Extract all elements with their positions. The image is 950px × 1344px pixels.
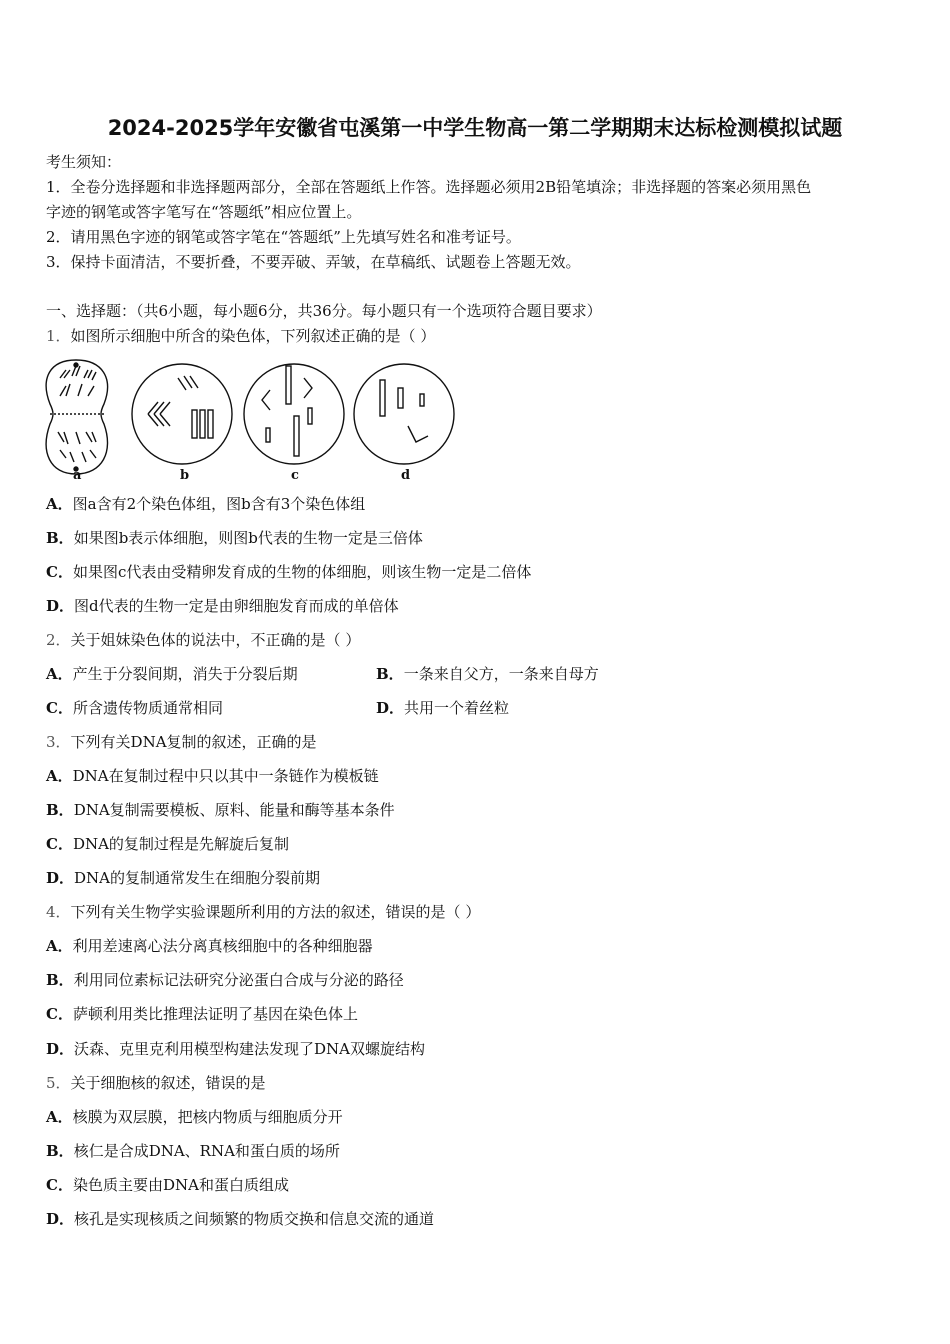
cell-d-outline <box>354 364 454 464</box>
figure-label-a: a <box>73 468 82 483</box>
notice-item-1-cont: 字迹的钢笔或答字笔写在“答题纸”相应位置上。 <box>46 203 362 221</box>
q3-option-c: C．DNA的复制过程是先解旋后复制 <box>46 835 289 853</box>
q4-option-a: A．利用差速离心法分离真核细胞中的各种细胞器 <box>46 937 373 955</box>
cell-b-chromosomes <box>148 376 213 438</box>
question-text: 下列有关生物学实验课题所利用的方法的叙述，错误的是（ ） <box>70 903 481 921</box>
q1-option-d: D．图d代表的生物一定是由卵细胞发育而成的单倍体 <box>46 597 399 615</box>
q3-option-d: D．DNA的复制通常发生在细胞分裂前期 <box>46 869 321 887</box>
question-5-stem <box>46 1073 266 1093</box>
question-4-stem <box>46 902 480 922</box>
question-1-stem <box>46 326 435 346</box>
question-number: 2． <box>46 631 71 649</box>
question-text: 关于细胞核的叙述，错误的是 <box>70 1074 266 1092</box>
figure-label-c: c <box>291 468 299 483</box>
question-number: 1． <box>46 327 71 345</box>
notice-item-2: 2．请用黑色字迹的钢笔或答字笔在“答题纸”上先填写姓名和准考证号。 <box>46 228 521 246</box>
question-3-stem <box>46 732 317 752</box>
question-number: 5． <box>46 1074 71 1092</box>
q2-option-a: A．产生于分裂间期，消失于分裂后期 <box>46 665 298 683</box>
q3-option-b: B．DNA复制需要模板、原料、能量和酶等基本条件 <box>46 801 395 819</box>
q4-option-b: B．利用同位素标记法研究分泌蛋白合成与分泌的路径 <box>46 971 404 989</box>
q1-option-a: A．图a含有2个染色体组，图b含有3个染色体组 <box>46 495 366 513</box>
notice-item-3: 3．保持卡面清洁，不要折叠，不要弄破、弄皱，在草稿纸、试题卷上答题无效。 <box>46 253 581 271</box>
q3-option-a: A．DNA在复制过程中只以其中一条链作为模板链 <box>46 767 379 785</box>
notice-item-1: 1．全卷分选择题和非选择题两部分，全部在答题纸上作答。选择题必须用2B铅笔填涂；非选择题的答案必须用黑色 <box>46 178 812 196</box>
cell-a-pole-top <box>74 363 78 367</box>
question-text: 如图所示细胞中所含的染色体，下列叙述正确的是（ ） <box>70 327 436 345</box>
q2-option-c: C．所含遗传物质通常相同 <box>46 699 223 717</box>
figure-label-b: b <box>180 468 190 483</box>
question-number: 3． <box>46 733 71 751</box>
figure-label-d: d <box>401 468 411 483</box>
notice-heading: 考生须知： <box>46 153 122 171</box>
section-heading: 一、选择题：（共6小题，每小题6分，共36分。每小题只有一个选项符合题目要求） <box>46 302 602 320</box>
cell-b-outline <box>132 364 232 464</box>
question-text: 下列有关DNA复制的叙述，正确的是 <box>70 733 317 751</box>
q5-option-b: B．核仁是合成DNA、RNA和蛋白质的场所 <box>46 1142 340 1160</box>
page-title: 2024-2025学年安徽省屯溪第一中学生物高一第二学期期末达标检测模拟试题 <box>107 116 843 140</box>
q5-option-c: C．染色质主要由DNA和蛋白质组成 <box>46 1176 289 1194</box>
q1-option-c: C．如果图c代表由受精卵发育成的生物的体细胞，则该生物一定是二倍体 <box>46 563 532 581</box>
q4-option-d: D．沃森、克里克利用模型构建法发现了DNA双螺旋结构 <box>46 1040 426 1058</box>
q2-option-b: B．一条来自父方，一条来自母方 <box>376 665 599 683</box>
chromosome-figure <box>42 356 462 490</box>
q5-option-a: A．核膜为双层膜，把核内物质与细胞质分开 <box>46 1108 343 1126</box>
question-2-stem <box>46 630 360 650</box>
q1-option-b: B．如果图b表示体细胞，则图b代表的生物一定是三倍体 <box>46 529 423 547</box>
q5-option-d: D．核孔是实现核质之间频繁的物质交换和信息交流的通道 <box>46 1210 435 1228</box>
q4-option-c: C．萨顿利用类比推理法证明了基因在染色体上 <box>46 1005 358 1023</box>
question-number: 4． <box>46 903 71 921</box>
chromosome-figure-svg <box>42 356 462 486</box>
question-text: 关于姐妹染色体的说法中，不正确的是（ ） <box>70 631 361 649</box>
cell-d-chromosomes <box>380 380 428 442</box>
cell-a-outline <box>46 360 107 474</box>
q2-option-d: D．共用一个着丝粒 <box>376 699 510 717</box>
cell-c-chromosomes <box>262 366 312 456</box>
